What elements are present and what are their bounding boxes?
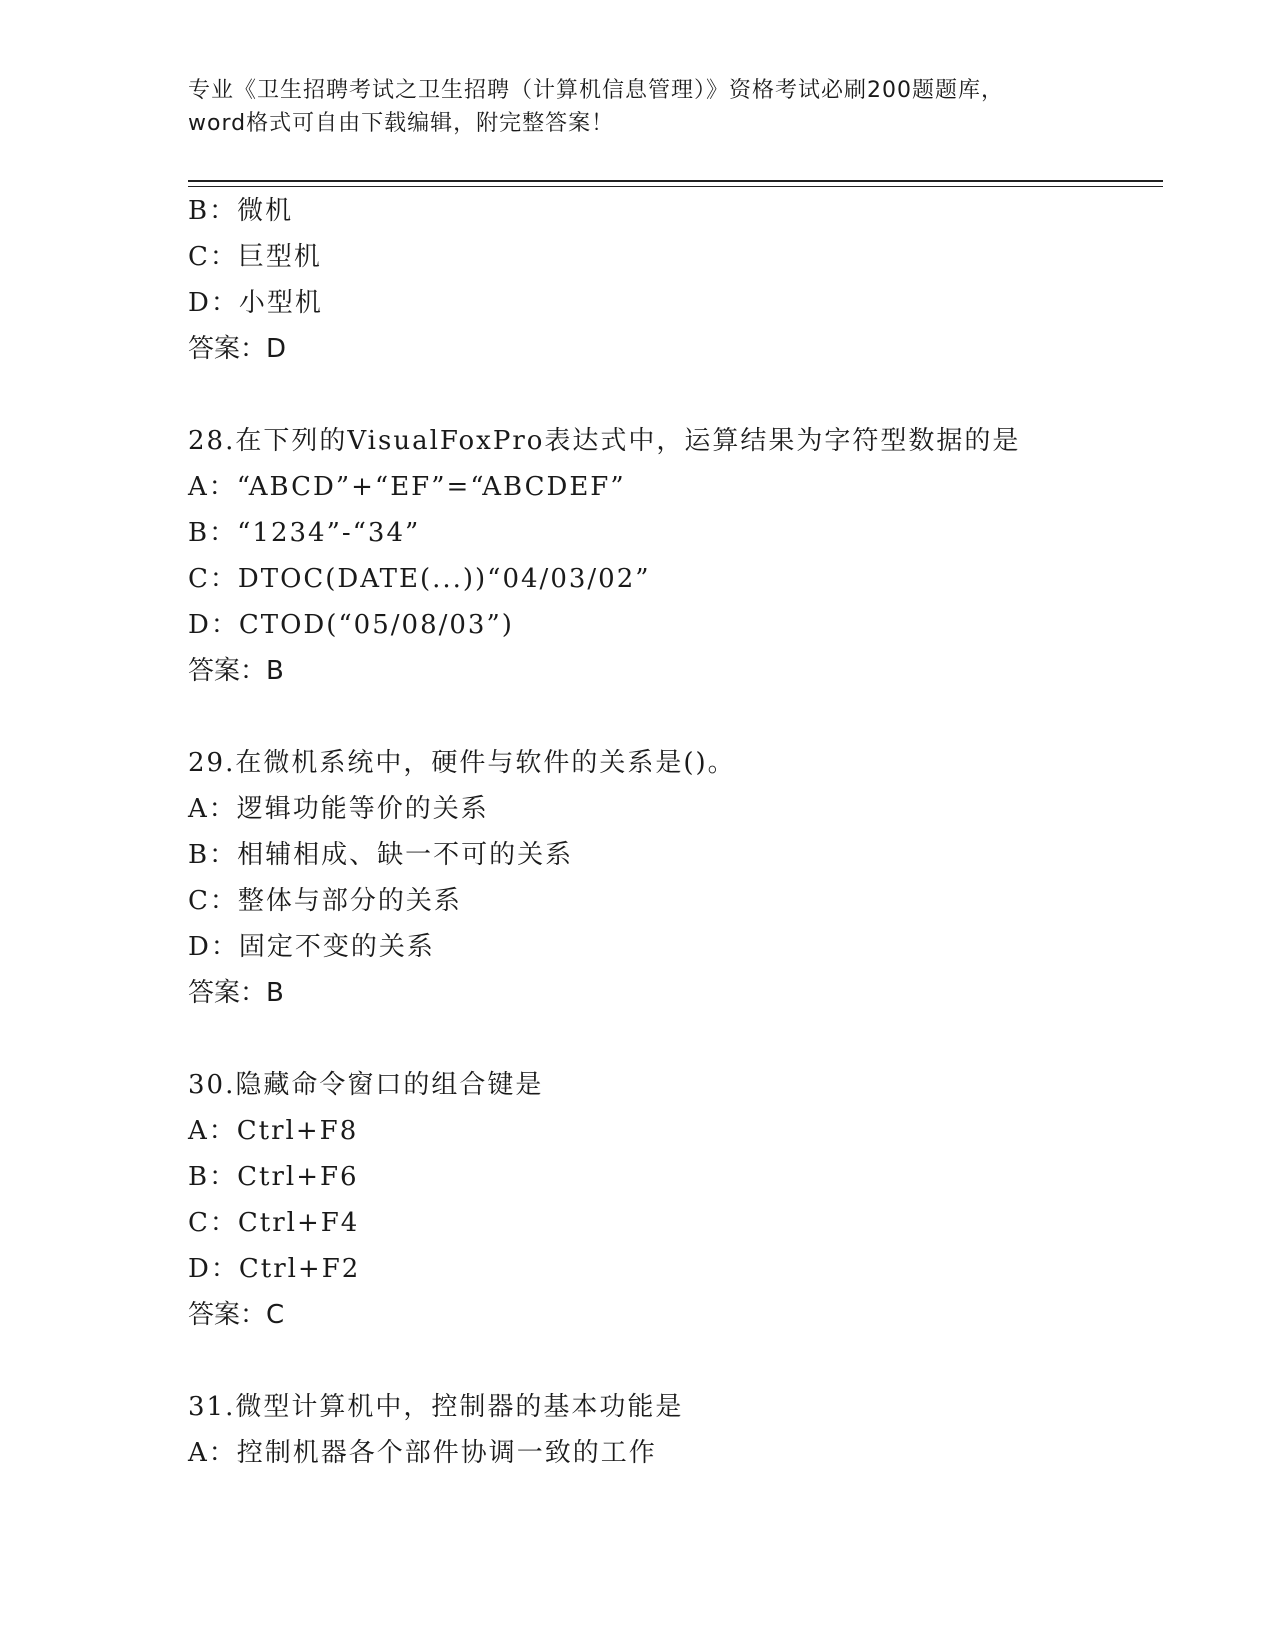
question-stem: 28.在下列的VisualFoxPro表达式中，运算结果为字符型数据的是 bbox=[188, 426, 1021, 456]
option-line: D：固定不变的关系 bbox=[188, 932, 435, 962]
option-line: A：“ABCD”+“EF”=“ABCDEF” bbox=[188, 472, 626, 502]
answer-line: 答案：B bbox=[188, 656, 284, 686]
spacer bbox=[188, 372, 1163, 418]
header-title-line-1: 专业《卫生招聘考试之卫生招聘（计算机信息管理）》资格考试必刷200题题库， bbox=[188, 78, 1004, 103]
option-line: C：巨型机 bbox=[188, 242, 322, 272]
spacer bbox=[188, 1016, 1163, 1062]
option-line: A：逻辑功能等价的关系 bbox=[188, 794, 489, 824]
option-line: B：“1234”-“34” bbox=[188, 518, 421, 548]
option-line: B：Ctrl+F6 bbox=[188, 1162, 359, 1192]
option-line: B：相辅相成、缺一不可的关系 bbox=[188, 840, 574, 870]
document-header bbox=[188, 74, 1088, 140]
header-rule-thin bbox=[188, 186, 1163, 187]
option-line: C：整体与部分的关系 bbox=[188, 886, 462, 916]
option-line: D：CTOD(“05/08/03”) bbox=[188, 610, 514, 640]
header-rule-thick bbox=[188, 180, 1163, 182]
option-line: A：Ctrl+F8 bbox=[188, 1116, 359, 1146]
question-stem: 31.微型计算机中，控制器的基本功能是 bbox=[188, 1392, 684, 1422]
spacer bbox=[188, 1338, 1163, 1384]
answer-line: 答案：B bbox=[188, 978, 284, 1008]
option-line: D：小型机 bbox=[188, 288, 323, 318]
question-stem: 30.隐藏命令窗口的组合键是 bbox=[188, 1070, 544, 1100]
question-list bbox=[188, 188, 1163, 1476]
option-line: C：DTOC(DATE(...))“04/03/02” bbox=[188, 564, 651, 594]
option-line: A：控制机器各个部件协调一致的工作 bbox=[188, 1438, 657, 1468]
answer-line: 答案：D bbox=[188, 334, 287, 364]
spacer bbox=[188, 694, 1163, 740]
header-title-line-2: word格式可自由下载编辑，附完整答案！ bbox=[188, 111, 615, 136]
answer-line: 答案：C bbox=[188, 1300, 285, 1330]
question-stem: 29.在微机系统中，硬件与软件的关系是()。 bbox=[188, 748, 736, 778]
option-line: B：微机 bbox=[188, 196, 294, 226]
option-line: D：Ctrl+F2 bbox=[188, 1254, 361, 1284]
option-line: C：Ctrl+F4 bbox=[188, 1208, 360, 1238]
